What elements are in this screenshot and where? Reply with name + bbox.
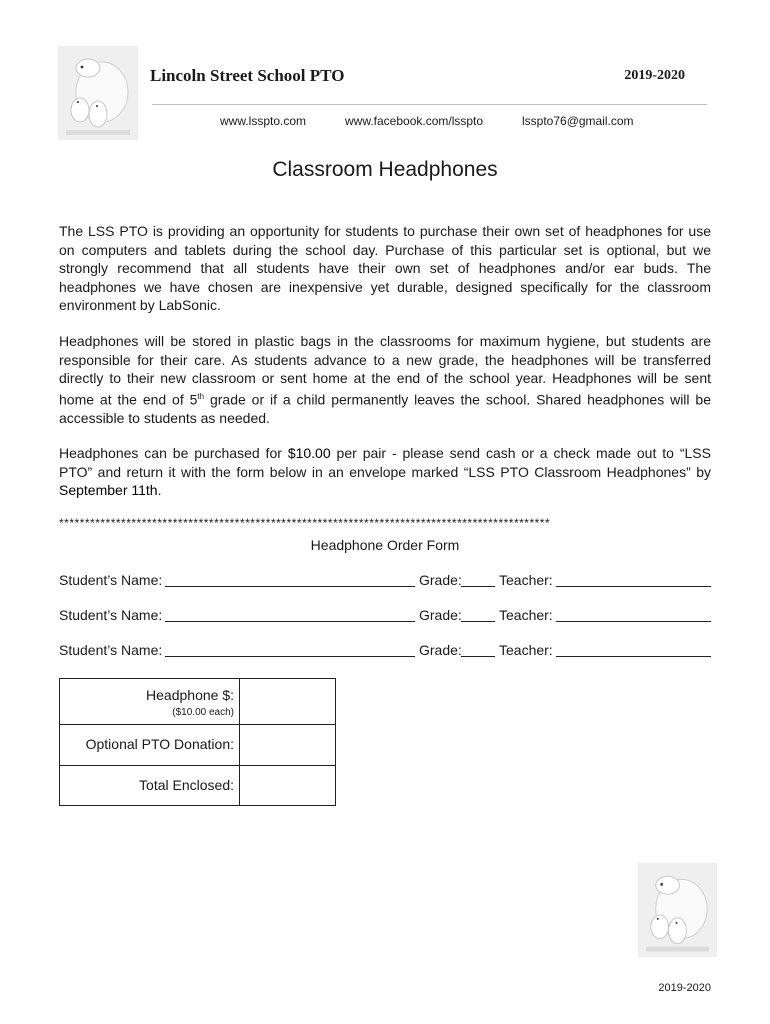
teacher-label: Teacher: [499,607,553,623]
purchase-text-c: . [157,482,162,499]
teacher-label: Teacher: [499,572,553,588]
email-link[interactable]: lsspto76@gmail.com [522,114,634,128]
headphone-cost-label-cell [60,679,240,724]
polar-bear-logo-icon [58,46,138,140]
intro-paragraph: The LSS PTO is providing an opportunity for students to purchase their own set of headphones for use on computers and tablets during the school day. Purchase of this particular set is optional, but we strongly recommend that all students have their own set of headphones and/or ear buds. The headphones we have chosen are inexpensive yet durable, designed specifically for the classroom environment by LabSonic. [59,223,711,314]
headphone-price-note: ($10.00 each) [172,707,234,718]
price-text: $10.00 [287,445,331,461]
grade-field[interactable] [461,621,495,622]
polar-bear-logo-icon [638,863,717,957]
storage-superscript: th [197,391,205,401]
total-label-cell [60,766,240,805]
school-name: Lincoln Street School PTO [150,66,345,85]
donation-row [60,725,335,766]
header-divider [152,104,707,105]
teacher-field[interactable] [556,656,711,657]
cut-line-separator: *********************************************************************************************** [59,516,551,530]
teacher-field[interactable] [556,621,711,622]
student-name-field[interactable] [165,586,415,587]
total-field[interactable] [240,766,335,805]
storage-text-a: Headphones will be stored in plastic bags in the classrooms for maximum hygiene, but students are responsible for their care. As students advance to a new grade, the headphones will be transferred directly to their new classroom or sent home at the end of the school year. Headphones will be sent home at the end of 5 [59,333,711,408]
order-form-title: Headphone Order Form [310,537,460,553]
footer-year: 2019-2020 [658,982,711,994]
donation-label-cell [60,725,240,765]
page-title: Classroom Headphones [272,158,498,181]
total-row [60,766,335,805]
deadline-date: September 11th [59,482,158,499]
student-entry-row [59,607,711,627]
grade-field[interactable] [461,656,495,657]
headphone-cost-label: Headphone $: [146,687,234,703]
grade-label: Grade: [419,642,462,658]
storage-text-b: grade or if a child permanently leaves the school. Shared headphones will be accessible to students as needed. [59,391,711,427]
website-link[interactable]: www.lsspto.com [220,114,307,128]
teacher-field[interactable] [556,586,711,587]
student-entry-row [59,572,711,592]
student-name-label: Student’s Name: [59,572,163,588]
purchase-paragraph [59,444,711,500]
storage-paragraph [59,332,711,428]
student-name-label: Student’s Name: [59,642,163,658]
grade-label: Grade: [419,607,462,623]
purchase-text-a: Headphones can be purchased for [59,445,288,461]
teacher-label: Teacher: [499,642,553,658]
donation-field[interactable] [240,725,335,765]
facebook-link[interactable]: www.facebook.com/lsspto [345,114,484,128]
grade-label: Grade: [419,572,462,588]
student-name-label: Student’s Name: [59,607,163,623]
headphone-cost-row [60,679,335,725]
payment-table [59,678,336,806]
total-label: Total Enclosed: [139,777,234,793]
student-entry-row [59,642,711,662]
student-name-field[interactable] [165,656,415,657]
purchase-text-b: per pair - please send cash or a check made out to “LSS PTO” and return it with the form below in an envelope marked “LSS PTO Classroom Headphones” by [59,445,711,480]
donation-label: Optional PTO Donation: [85,736,234,752]
header-year: 2019-2020 [624,68,685,83]
grade-field[interactable] [461,586,495,587]
headphone-cost-field[interactable] [240,679,335,724]
student-name-field[interactable] [165,621,415,622]
